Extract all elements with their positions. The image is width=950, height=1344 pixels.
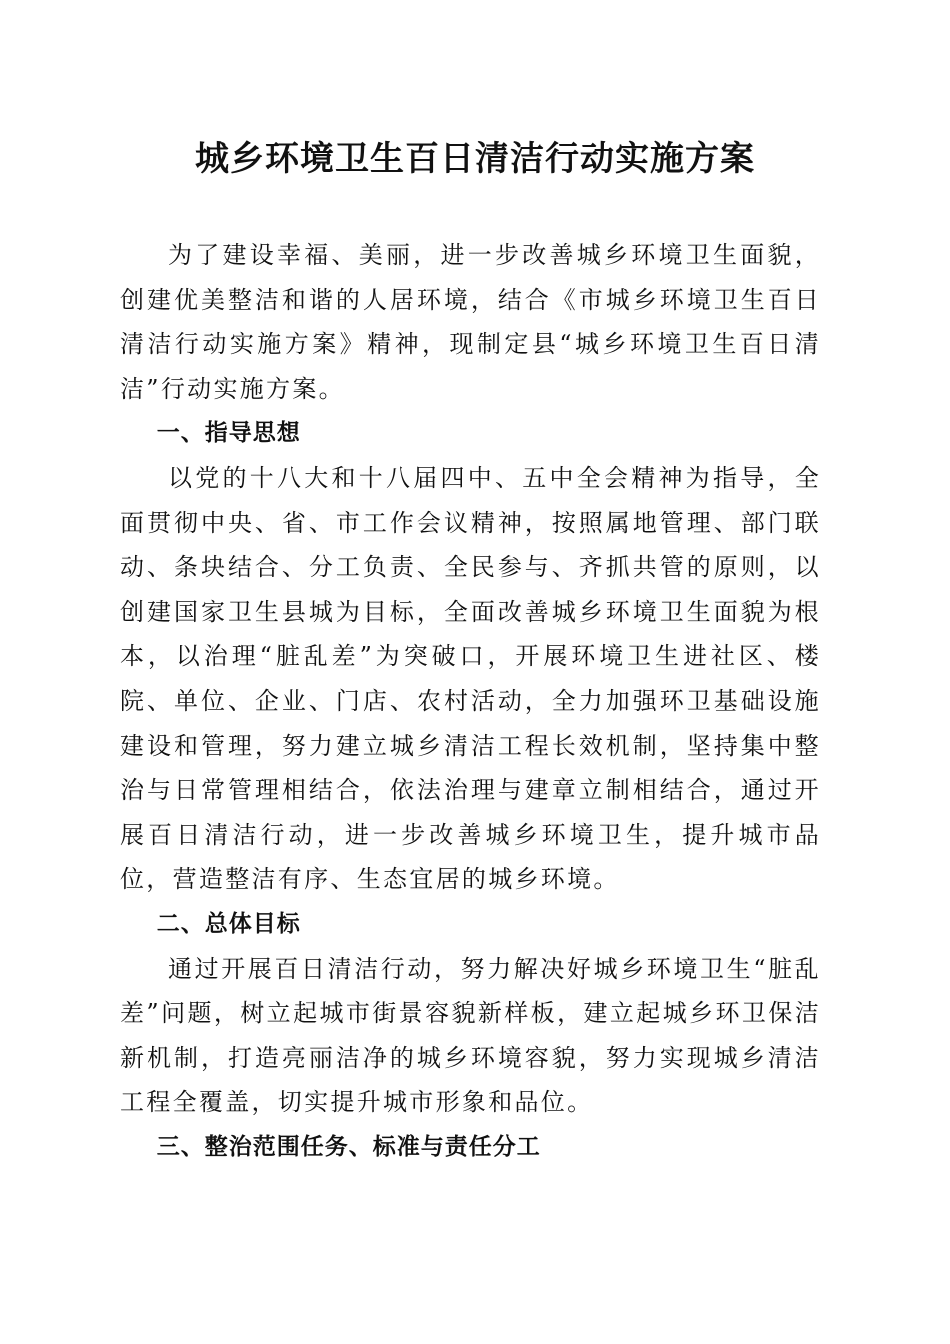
document-body: [120, 233, 821, 1169]
section-heading-scope-tasks: 三、整治范围任务、标准与责任分工: [156, 1133, 541, 1160]
section-heading-guiding-ideology: 一、指导思想: [156, 420, 301, 447]
section-body-overall-goal: 通过开展百日清洁行动，努力解决好城乡环境卫生“脏乱差”问题，树立起城市街景容貌新样板，建立起城乡环卫保洁新机制，打造亮丽洁净的城乡环境容貌，努力实现城乡清洁工程全覆盖，切实提升城市形象和品位。: [120, 954, 821, 1117]
section-body-guiding-ideology: 以党的十八大和十八届四中、五中全会精神为指导，全面贯彻中央、省、市工作会议精神，按照属地管理、部门联动、条块结合、分工负责、全民参与、齐抓共管的原则，以创建国家卫生县城为目标，全面改善城乡环境卫生面貌为根本，以治理“脏乱差”为突破口，开展环境卫生进社区、楼院、单位、企业、门店、农村活动，全力加强环卫基础设施建设和管理，努力建立城乡清洁工程长效机制，坚持集中整治与日常管理相结合，依法治理与建章立制相结合，通过开展百日清洁行动，进一步改善城乡环境卫生，提升城市品位，营造整洁有序、生态宜居的城乡环境。: [120, 463, 821, 894]
section-heading-overall-goal: 二、总体目标: [156, 910, 301, 937]
intro-paragraph: 为了建设幸福、美丽，进一步改善城乡环境卫生面貌，创建优美整洁和谐的人居环境，结合《市城乡环境卫生百日清洁行动实施方案》精神，现制定县“城乡环境卫生百日清洁”行动实施方案。: [120, 241, 821, 403]
document-title: 城乡环境卫生百日清洁行动实施方案: [195, 139, 755, 179]
